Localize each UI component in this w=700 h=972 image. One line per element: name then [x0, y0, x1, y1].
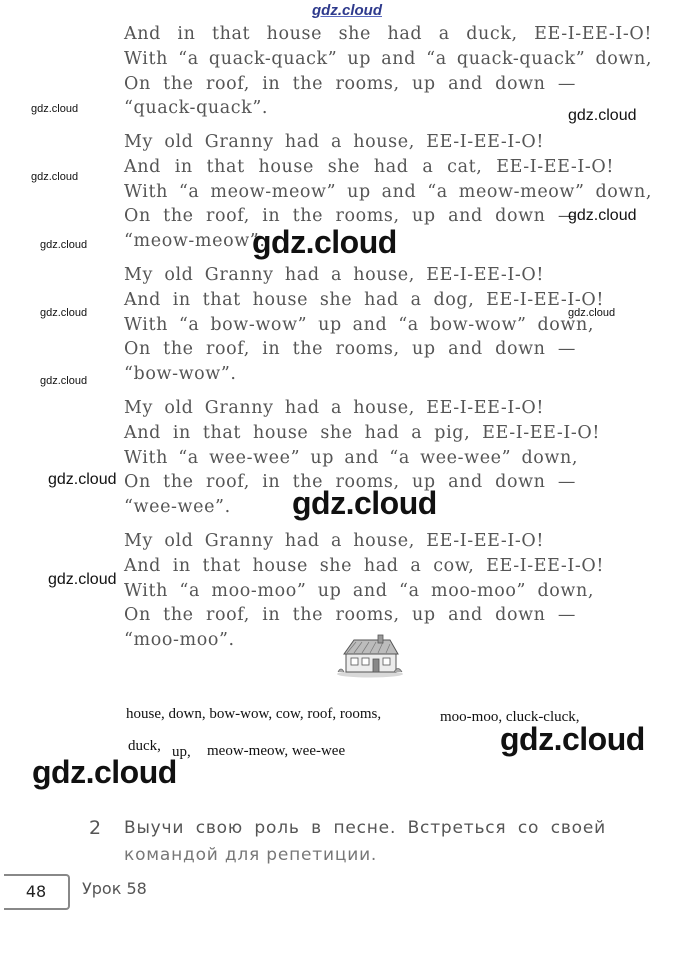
- watermark[interactable]: gdz.cloud: [568, 107, 637, 124]
- song-line: And in that house she had a dog, EE-I-EE-I-O!: [124, 290, 604, 310]
- watermark[interactable]: gdz.cloud: [40, 307, 88, 319]
- watermark-top[interactable]: gdz.cloud: [312, 2, 382, 19]
- song-line: And in that house she had a cat, EE-I-EE-I-O!: [124, 157, 614, 177]
- task-number: 2: [88, 817, 102, 839]
- watermark[interactable]: gdz.cloud: [568, 307, 616, 319]
- word-bank-group[interactable]: meow-meow, wee-wee: [207, 743, 346, 759]
- song-line: My old Granny had a house, EE-I-EE-I-O!: [124, 132, 544, 152]
- word-bank-group[interactable]: duck,: [128, 738, 161, 754]
- task-instruction: командой для репетиции.: [124, 845, 378, 865]
- song-line: “quack-quack”.: [124, 98, 269, 118]
- watermark[interactable]: gdz.cloud: [48, 471, 117, 488]
- song-line: On the roof, in the rooms, up and down —: [124, 605, 576, 625]
- song-line: “meow-meow”.: [124, 231, 266, 251]
- watermark[interactable]: gdz.cloud: [292, 485, 437, 521]
- watermark[interactable]: gdz.cloud: [40, 239, 88, 251]
- song-line: And in that house she had a duck, EE-I-EE-I-O!: [124, 24, 652, 44]
- word-bank-group[interactable]: up,: [172, 744, 191, 760]
- watermark[interactable]: gdz.cloud: [252, 224, 397, 260]
- song-line: On the roof, in the rooms, up and down —: [124, 339, 576, 359]
- page-number: 48: [4, 874, 70, 910]
- word-bank-group[interactable]: moo-moo, cluck-cluck,: [440, 709, 580, 725]
- watermark[interactable]: gdz.cloud: [31, 171, 79, 183]
- song-line: With “a quack-quack” up and “a quack-quack” down,: [124, 49, 652, 69]
- song-line: With “a moo-moo” up and “a moo-moo” down,: [124, 581, 594, 601]
- watermark[interactable]: gdz.cloud: [48, 571, 117, 588]
- song-line: On the roof, in the rooms, up and down —: [124, 74, 576, 94]
- song-line: On the roof, in the rooms, up and down —: [124, 206, 576, 226]
- song-line: With “a bow-wow” up and “a bow-wow” down,: [124, 315, 594, 335]
- song-line: And in that house she had a cow, EE-I-EE-I-O!: [124, 556, 604, 576]
- house-icon: [334, 634, 404, 678]
- watermark[interactable]: gdz.cloud: [32, 754, 177, 790]
- song-line: With “a meow-meow” up and “a meow-meow” down,: [124, 182, 652, 202]
- song-line: My old Granny had a house, EE-I-EE-I-O!: [124, 531, 544, 551]
- watermark[interactable]: gdz.cloud: [568, 207, 637, 224]
- task-instruction: Выучи свою роль в песне. Встреться со своей: [124, 818, 606, 838]
- word-bank-group[interactable]: house, down, bow-wow, cow, roof, rooms,: [126, 706, 382, 722]
- song-line: On the roof, in the rooms, up and down —: [124, 472, 576, 492]
- song-line: My old Granny had a house, EE-I-EE-I-O!: [124, 398, 544, 418]
- song-line: And in that house she had a pig, EE-I-EE-I-O!: [124, 423, 600, 443]
- song-line: “moo-moo”.: [124, 630, 235, 650]
- watermark[interactable]: gdz.cloud: [500, 721, 645, 757]
- song-line: My old Granny had a house, EE-I-EE-I-O!: [124, 265, 544, 285]
- song-line: “wee-wee”.: [124, 497, 231, 517]
- lesson-label: Урок 58: [82, 879, 147, 898]
- watermark[interactable]: gdz.cloud: [31, 103, 79, 115]
- song-line: “bow-wow”.: [124, 364, 237, 384]
- watermark[interactable]: gdz.cloud: [40, 375, 88, 387]
- song-line: With “a wee-wee” up and “a wee-wee” down,: [124, 448, 578, 468]
